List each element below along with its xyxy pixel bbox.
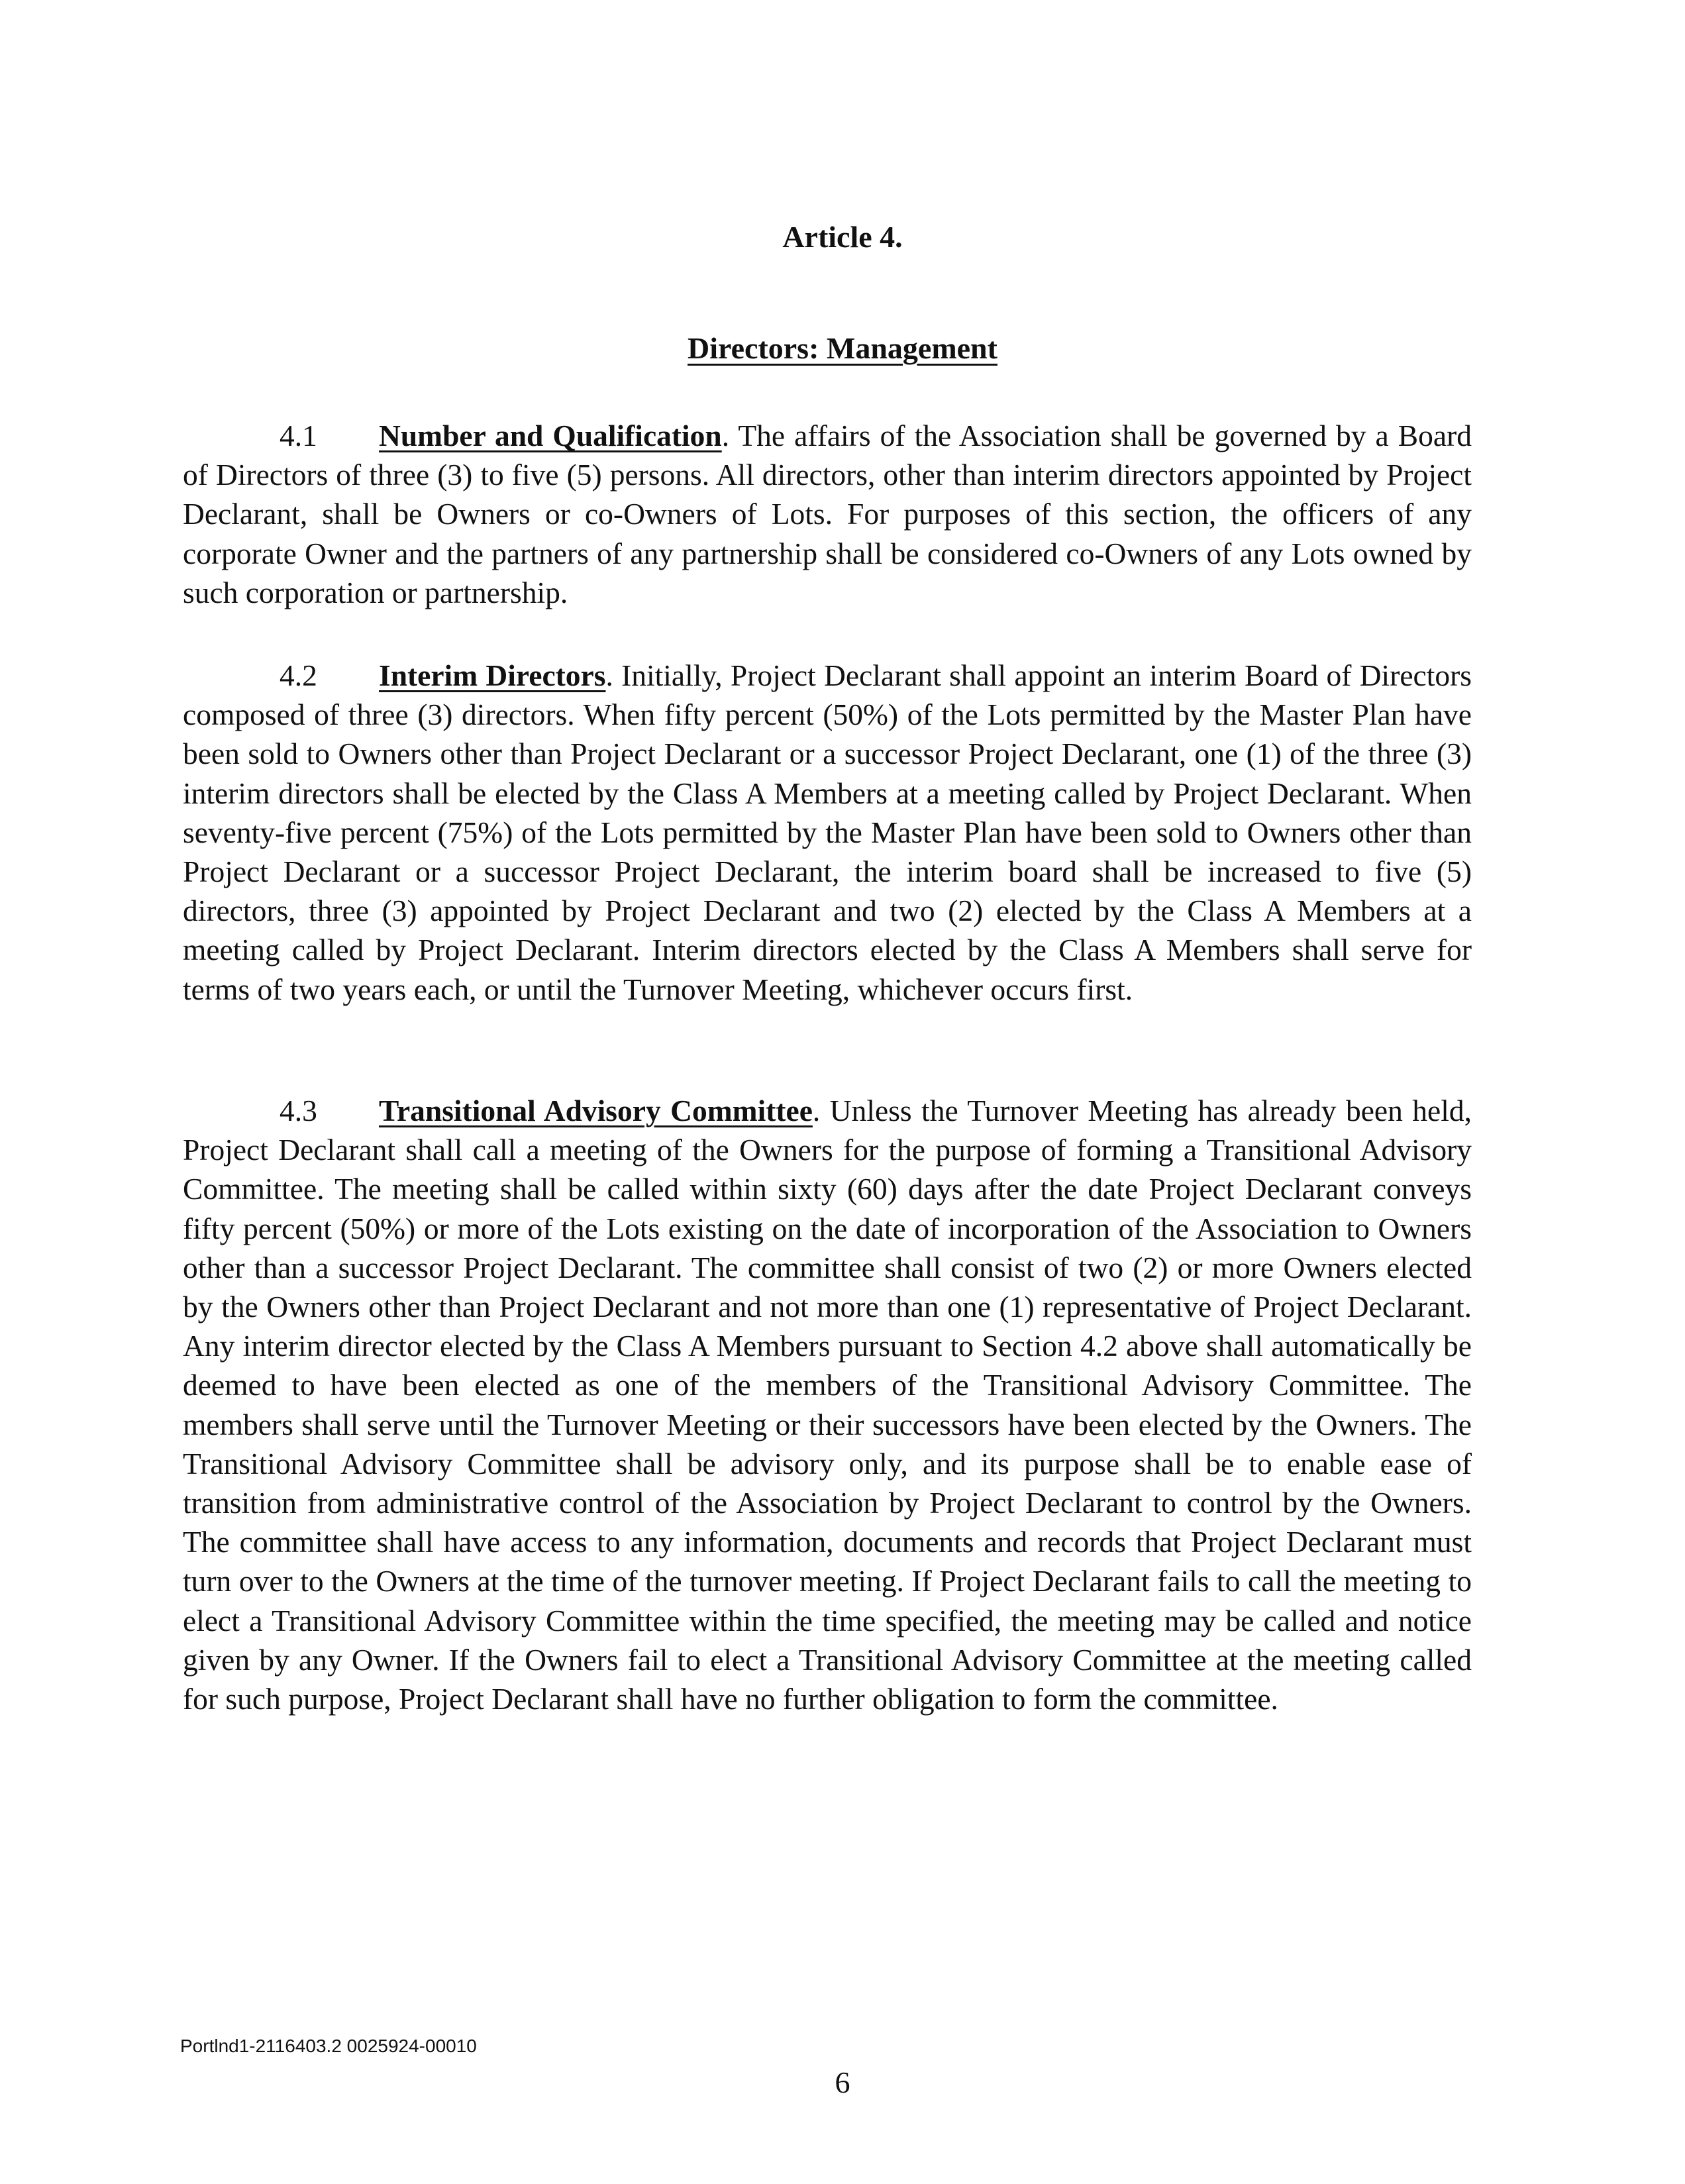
page-number: 6 xyxy=(835,2065,850,2099)
section-number: 4.2 xyxy=(280,658,317,692)
section-body: . Initially, Project Declarant shall appoint an interim Board of Directors composed of three (3) directors. When fifty percent (50%) of the Lots permitted by the Master Plan have been sold to Owners other than Project Declarant or a successor Project Declarant, one (1) of the three (3) interim directors shall be elected by the Class A Members at a meeting called by Project Declarant. When seventy-five percent (75%) of the Lots permitted by the Master Plan have been sold to Owners other than Project Declarant or a successor Project Declarant, the interim board shall be increased to five (5) directors, three (3) appointed by Project Declarant and two (2) elected by the Class A Members at a meeting called by Project Declarant. Interim directors elected by the Class A Members shall serve for terms of two years each, or until the Turnover Meeting, whichever occurs first. xyxy=(183,658,1472,1006)
section-number: 4.3 xyxy=(280,1094,317,1127)
article-subtitle xyxy=(0,330,1685,367)
section-heading: Number and Qualification xyxy=(379,419,722,452)
article-title: Article 4. xyxy=(782,220,903,254)
document-id: Portlnd1-2116403.2 0025924-00010 xyxy=(180,2036,477,2056)
section-body: . The affairs of the Association shall be governed by a Board of Directors of three (3) to five (5) persons. All directors, other than interim directors appointed by Project Declarant, shall be Owners or co-Owners of Lots. For purposes of this section, the officers of any corporate Owner and the partners of any partnership shall be considered co-Owners of any Lots owned by such corporation or partnership. xyxy=(183,419,1472,609)
section-4-3 xyxy=(183,1091,1472,1718)
section-number: 4.1 xyxy=(280,419,317,452)
section-4-2 xyxy=(183,656,1472,1009)
section-4-1 xyxy=(183,416,1472,612)
section-body: . Unless the Turnover Meeting has already been held, Project Declarant shall call a meeting of the Owners for the purpose of forming a Transitional Advisory Committee. The meeting shall be called within sixty (60) days after the date Project Declarant conveys fifty percent (50%) or more of the Lots existing on the date of incorporation of the Association to Owners other than a successor Project Declarant. The committee shall consist of two (2) or more Owners elected by the Owners other than Project Declarant and not more than one (1) representative of Project Declarant. Any interim director elected by the Class A Members pursuant to Section 4.2 above shall automatically be deemed to have been elected as one of the members of the Transitional Advisory Committee. The members shall serve until the Turnover Meeting or their successors have been elected by the Owners. The Transitional Advisory Committee shall be advisory only, and its purpose shall be to enable ease of transition from administrative control of the Association by Project Declarant to control by the Owners. The committee shall have access to any information, documents and records that Project Declarant must turn over to the Owners at the time of the turnover meeting. If Project Declarant fails to call the meeting to elect a Transitional Advisory Committee within the time specified, the meeting may be called and notice given by any Owner. If the Owners fail to elect a Transitional Advisory Committee at the meeting called for such purpose, Project Declarant shall have no further obligation to form the committee. xyxy=(183,1094,1472,1716)
article-subtitle-text: Directors: Management xyxy=(688,331,997,365)
section-heading: Transitional Advisory Committee xyxy=(379,1094,813,1127)
section-heading: Interim Directors xyxy=(379,658,606,692)
